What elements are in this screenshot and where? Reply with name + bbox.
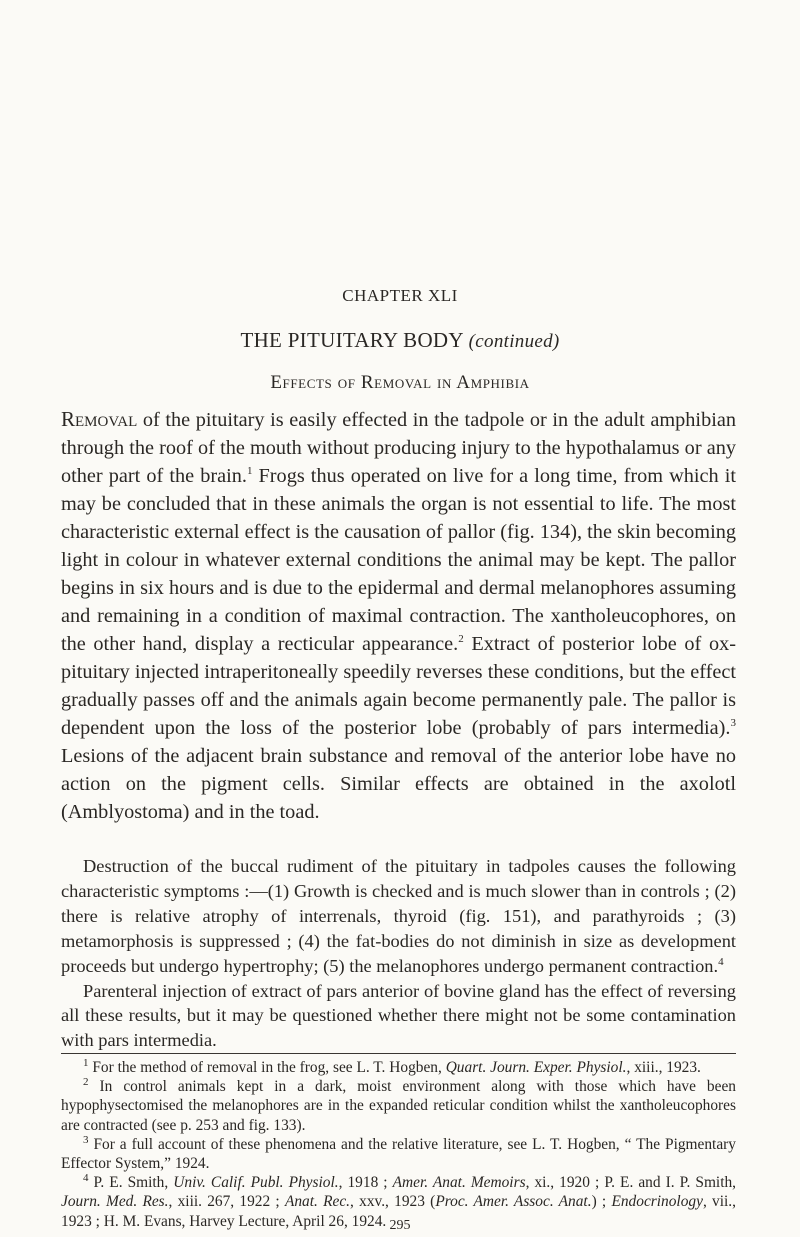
paragraphs-destruction <box>61 854 736 1053</box>
paragraph-text: Destruction of the buccal rudiment of the pituitary in tadpoles causes the following characteristic symptoms :—(1) Growth is checked and is much slower than in controls ; (2) there is relative atrophy of interrenals, thyroid (fig. 151), and parathyroids ; (3) metamorphosis is suppressed ; (4) the fat-bodies do not diminish in size as development proceeds but undergo hypertrophy; (5) the melanophores undergo permanent contraction. <box>61 856 736 976</box>
footnote-ref: 4 <box>718 955 724 968</box>
journal-title: Univ. Calif. Publ. Physiol. <box>173 1174 339 1192</box>
footnote-3 <box>61 1135 736 1173</box>
footnote-ref: 2 <box>458 633 464 646</box>
footnote-text: For a full account of these phenomena and the relative literature, see L. T. Hogben, “ The Pigmentary Effector System,” 1924. <box>61 1135 736 1173</box>
footnote-number: 4 <box>83 1172 89 1185</box>
footnote-text: , vii., 1923 ; H. M. Evans, Harvey Lecture, April 26, 1924. <box>61 1193 736 1230</box>
paragraph-destruction <box>61 854 736 979</box>
footnote-2 <box>61 1077 736 1135</box>
footnote-text: For the method of removal in the frog, see L. T. Hogben, <box>88 1059 446 1076</box>
footnote-text: , xiii. 267, 1922 ; <box>168 1193 285 1211</box>
paragraph-parenteral: Parenteral injection of extract of pars anterior of bovine gland has the effect of reversing all these results, but it may be questioned whether there might not be some contamination with pars intermedia. <box>61 980 736 1051</box>
footnote-text: , xiii., 1923. <box>626 1059 701 1076</box>
footnote-ref: 1 <box>246 465 253 478</box>
paragraph-text: of the pituitary is easily effected in the tadpole or in the adult amphibian through the roof of the mouth without producing injury to the hypothalamus or any other part of the brain. <box>61 409 736 487</box>
footnote-text: ) ; <box>591 1193 612 1211</box>
chapter-title <box>0 328 800 353</box>
footnote-number: 1 <box>83 1056 89 1069</box>
chapter-heading: CHAPTER XLI <box>342 286 458 305</box>
footnotes <box>61 1058 736 1231</box>
section-heading: Effects of Removal in Amphibia <box>270 372 530 393</box>
paragraph-text: Extract of posterior lobe of ox-pituitary injected intraperitoneally speedily reverses these conditions, but the effect gradually passes off and the animals again become permanently pale. The pallor is dependent upon the loss of the posterior lobe (probably of pars intermedia). <box>61 633 736 739</box>
paragraph-text: Lesions of the adjacent brain substance and removal of the anterior lobe have no action on the pigment cells. Similar effects are obtained in the axolotl (Amblyostoma) and in the toad. <box>61 745 736 823</box>
chapter-title-continued: (continued) <box>468 331 560 352</box>
footnote-text: In control animals kept in a dark, moist environment along with those which have been hypophysectomised the melanophores are in the expanded reticular condition whilst the xantholeucophores are contracted (see p. 253 and fig. 133). <box>61 1078 736 1134</box>
chapter-title-text: THE PITUITARY BODY <box>240 328 464 352</box>
footnote-1 <box>61 1058 736 1077</box>
footnote-text: P. E. Smith, <box>88 1174 174 1192</box>
page-number: 295 <box>389 1218 411 1233</box>
journal-title: Proc. Amer. Assoc. Anat. <box>435 1193 592 1211</box>
footnote-divider <box>61 1053 736 1054</box>
journal-title: Endocrinology <box>611 1193 703 1211</box>
journal-title: Journ. Med. Res. <box>61 1193 169 1211</box>
footnote-number: 3 <box>83 1133 89 1146</box>
paragraph-text: Frogs thus operated on live for a long time, from which it may be concluded that in these animals the organ is not essential to life. The most characteristic external effect is the causation of pallor (fig. 134), the skin becoming light in colour in whatever external conditions the animal may be kept. The pallor begins in six hours and is due to the epidermal and dermal melanophores assuming and remaining in a condition of maximal contraction. The xantholeucophores, on the other hand, display a recticular appearance. <box>61 465 736 655</box>
paragraph-removal <box>61 405 736 826</box>
footnote-number: 2 <box>83 1076 89 1089</box>
journal-title: Quart. Journ. Exper. Physiol. <box>445 1059 627 1076</box>
journal-title: Amer. Anat. Memoirs <box>392 1174 526 1192</box>
footnote-text: , xxv., 1923 ( <box>350 1193 436 1211</box>
footnote-text: , xi., 1920 ; P. E. and I. P. Smith, <box>525 1174 737 1192</box>
journal-title: Anat. Rec. <box>284 1193 351 1211</box>
footnote-text: , 1918 ; <box>338 1174 393 1192</box>
footnote-ref: 3 <box>730 717 736 730</box>
paragraph-lead-word: Removal <box>61 407 138 431</box>
